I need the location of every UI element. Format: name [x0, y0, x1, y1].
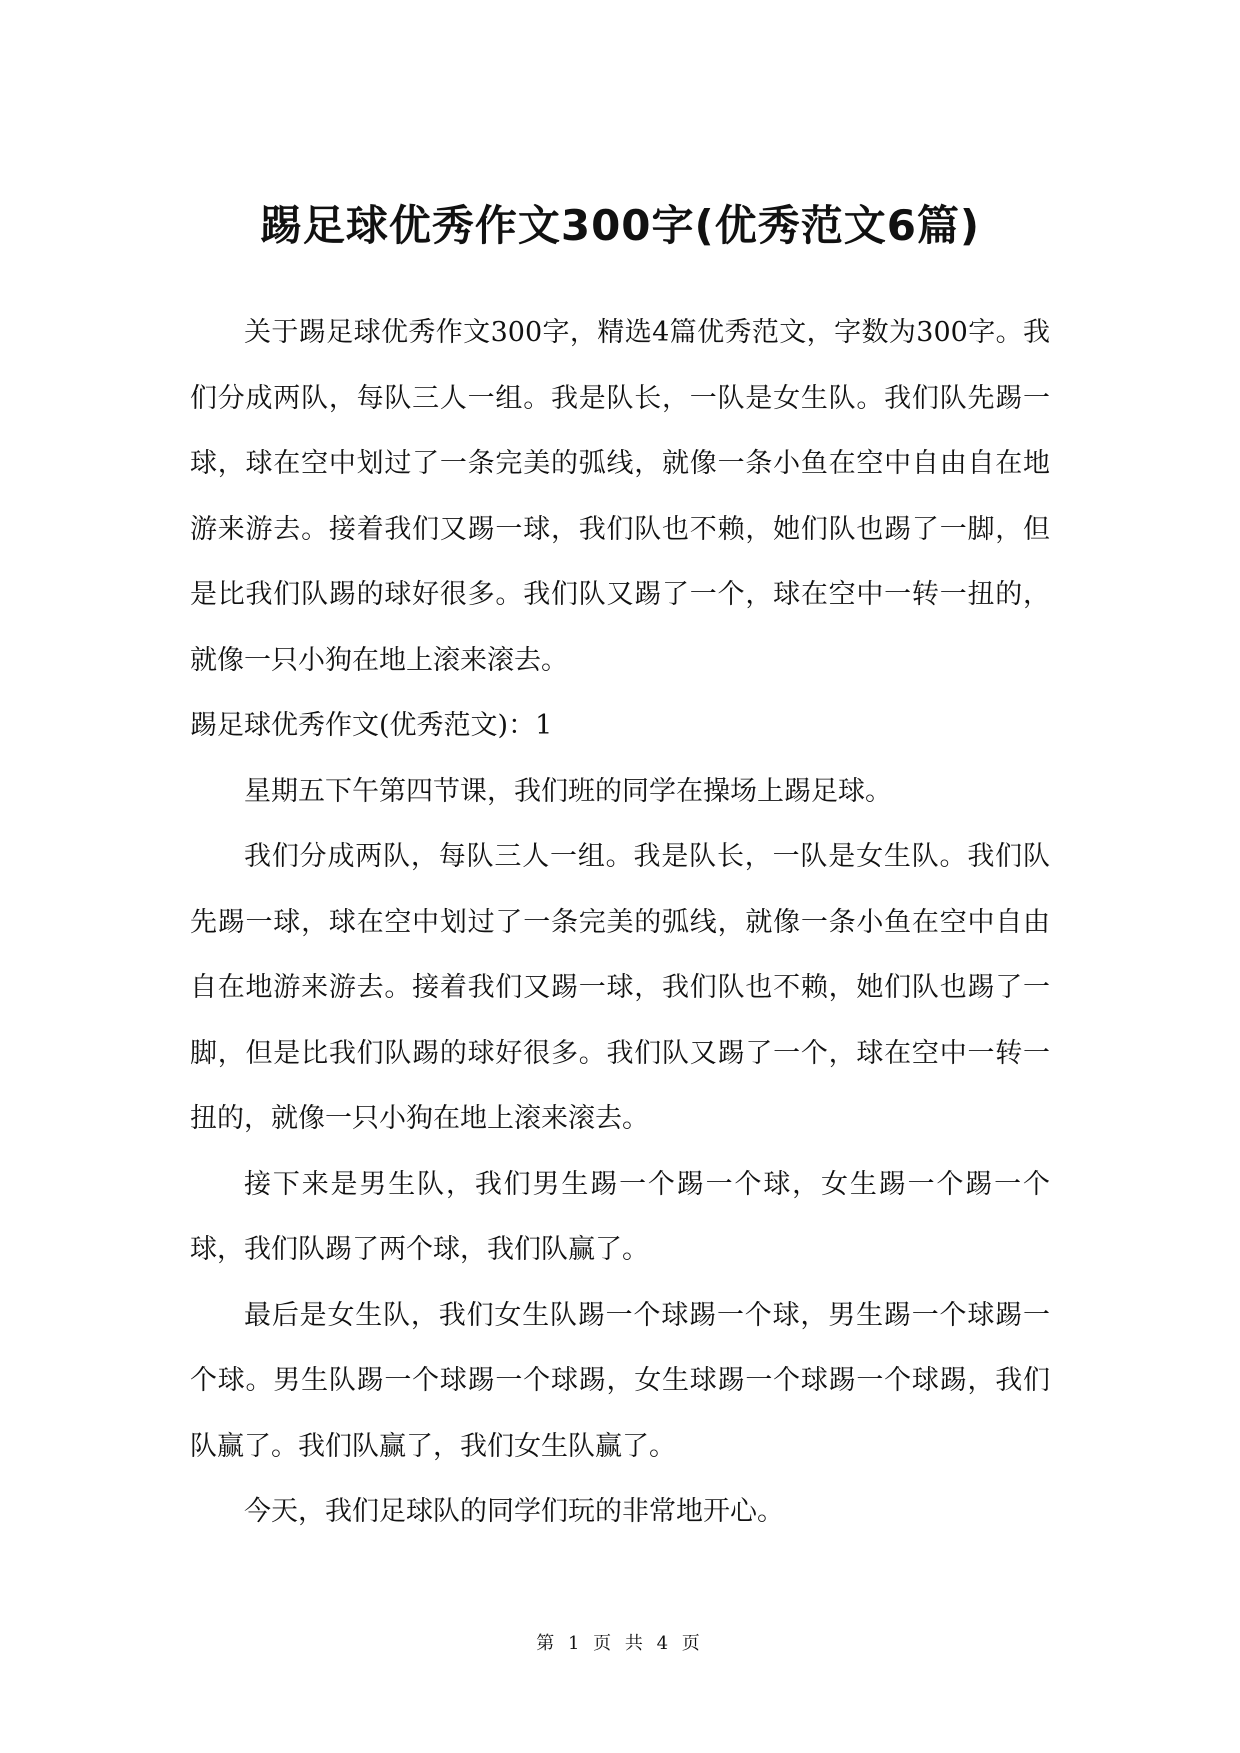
- page-number-footer: 第 1 页 共 4 页: [536, 1633, 704, 1654]
- body-paragraph: 星期五下午第四节课，我们班的同学在操场上踢足球。: [244, 775, 892, 807]
- intro-paragraph: 关于踢足球优秀作文300字，精选4篇优秀范文，字数为300字。我们分成两队，每队三人一组。我是队长，一队是女生队。我们队先踢一球，球在空中划过了一条完美的弧线，就像一条小鱼在空中自由自在地游来游去。接着我们又踢一球，我们队也不赖，她们队也踢了一脚，但是比我们队踢的球好很多。我们队又踢了一个，球在空中一转一扭的，就像一只小狗在地上滚来滚去。: [190, 317, 1050, 676]
- body-paragraph: 我们分成两队，每队三人一组。我是队长，一队是女生队。我们队先踢一球，球在空中划过了一条完美的弧线，就像一条小鱼在空中自由自在地游来游去。接着我们又踢一球，我们队也不赖，她们队也踢了一脚，但是比我们队踢的球好很多。我们队又踢了一个，球在空中一转一扭的，就像一只小狗在地上滚来滚去。: [190, 841, 1050, 1134]
- body-paragraph: 最后是女生队，我们女生队踢一个球踢一个球，男生踢一个球踢一个球。男生队踢一个球踢一个球踢，女生球踢一个球踢一个球踢，我们队赢了。我们队赢了，我们女生队赢了。: [190, 1299, 1050, 1462]
- document-body: [190, 300, 1050, 1545]
- body-paragraph: 今天，我们足球队的同学们玩的非常地开心。: [244, 1496, 784, 1527]
- section-heading: 踢足球优秀作文(优秀范文)：1: [190, 710, 553, 741]
- body-paragraph: 接下来是男生队，我们男生踢一个踢一个球，女生踢一个踢一个球，我们队踢了两个球，我们队赢了。: [190, 1168, 1050, 1265]
- document-title: 踢足球优秀作文300字(优秀范文6篇): [259, 201, 981, 250]
